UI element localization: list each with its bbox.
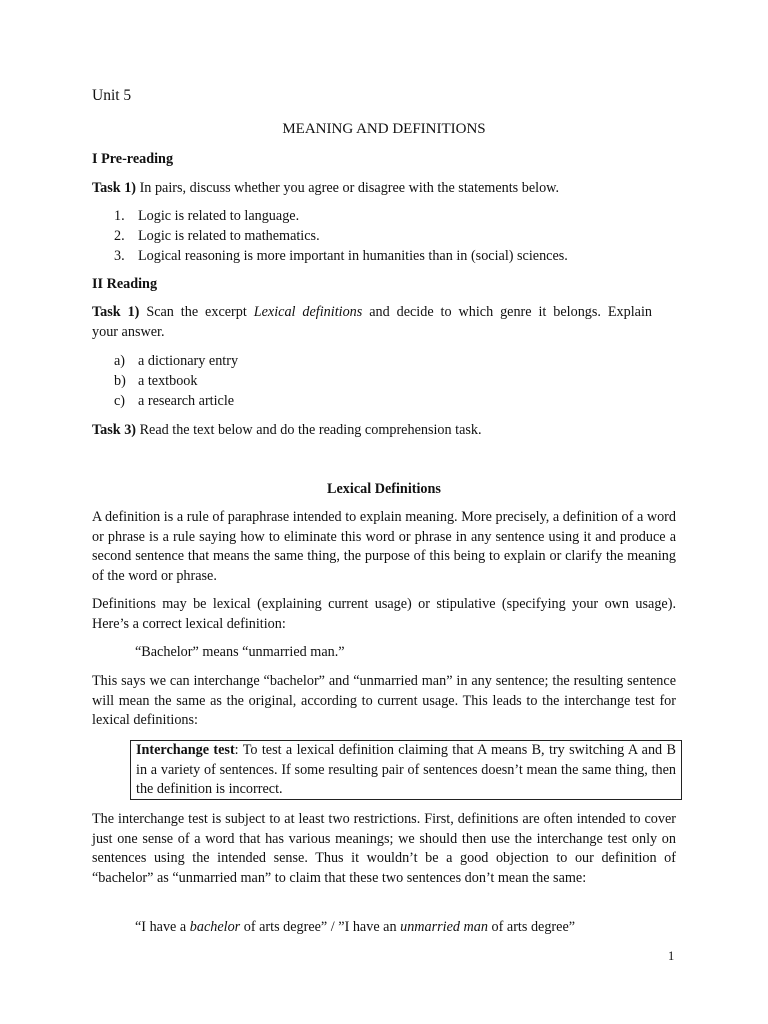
list-item: c) a research article [114, 393, 235, 409]
list-item: 2. Logic is related to mathematics. [114, 228, 320, 244]
definition-example: “Bachelor” means “unmarried man.” [135, 644, 345, 660]
box-label: Interchange test [136, 742, 235, 758]
list-item: a) a dictionary entry [114, 353, 239, 369]
task-label: Task 1) [92, 304, 140, 320]
article-paragraph-2: Definitions may be lexical (explaining current usage) or stipulative (specifying your own usage). Here’s a correct lexical definition: [92, 596, 676, 632]
article-paragraph-1: A definition is a rule of paraphrase intended to explain meaning. More precisely, a definition of a word or phrase is a rule saying how to eliminate this word or phrase in any sentence using it and produce a second sentence that means the same thing, the purpose of this being to explain or clarify the meaning of the word or phrase. [92, 509, 676, 584]
article-title: Lexical Definitions [327, 481, 441, 497]
task-label: Task 1) [92, 180, 137, 196]
interchange-test-box [130, 740, 682, 800]
task-label: Task 3) [92, 422, 137, 438]
genre-options-list [114, 351, 238, 411]
article-paragraph-4: The interchange test is subject to at least two restrictions. First, definitions are often intended to cover just one sense of a word that has various meanings; we should then use the interchange test only on sentences using the intended sense. Thus it wouldn’t be a good objection to our definition of “bachelor” as “unmarried man” to claim that these two sentences don’t mean the same: [92, 811, 676, 886]
sentence-example: “I have a bachelor of arts degree” / ”I have an unmarried man of arts degree” [135, 919, 576, 935]
reading-task1-line2: your answer. [92, 324, 165, 340]
reading-heading: II Reading [92, 276, 158, 292]
excerpt-title: Lexical definitions [253, 304, 363, 320]
page-number: 1 [668, 949, 675, 963]
page-title: MEANING AND DEFINITIONS [282, 121, 486, 137]
reading-task1-line1: Task 1) Scan the excerpt Lexical definitions and decide to which genre it belongs. Explain [92, 304, 653, 320]
article-paragraph-3: This says we can interchange “bachelor” and “unmarried man” in any sentence; the resulting sentence will mean the same as the original, according to current usage. This leads to the interchange test for lexical definitions: [92, 673, 676, 728]
task-text: In pairs, discuss whether you agree or disagree with the statements below. [136, 180, 560, 196]
pre-reading-task1 [92, 178, 559, 198]
statement-list [114, 206, 568, 266]
reading-task3: Task 3) Read the text below and do the reading comprehension task. [92, 422, 482, 438]
pre-reading-heading: I Pre-reading [92, 151, 174, 167]
list-item: b) a textbook [114, 373, 198, 389]
unit-label: Unit 5 [92, 87, 132, 104]
box-text: : To test a lexical definition claiming that A means B, try switching A and B in a variety of sentences. If some resulting pair of sentences doesn’t mean the same thing, then the definition is incorrect. [136, 742, 676, 797]
list-item: 3. Logical reasoning is more important in humanities than in (social) sciences. [114, 248, 568, 264]
list-item: 1. Logic is related to language. [114, 208, 300, 224]
